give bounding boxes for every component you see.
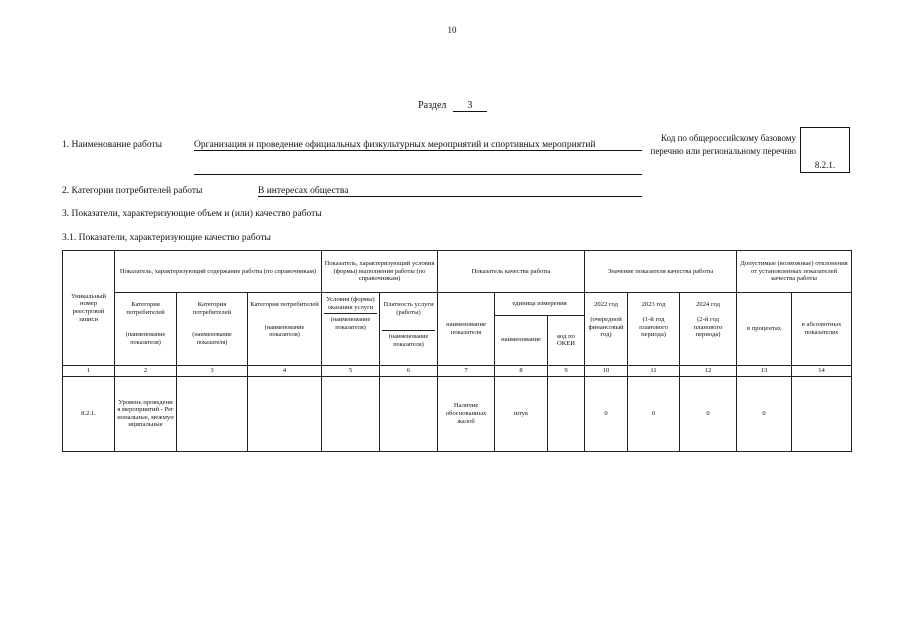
deviation-absolute-header: в абсолютных показателях — [792, 293, 852, 366]
year-2024-note: (2-й год планового периода) — [693, 316, 723, 339]
column-numbers-row — [63, 366, 852, 377]
condition-form-label: Условия (формы) оказания услуги — [324, 296, 377, 314]
okei-label: код по ОКЕИ — [557, 332, 575, 348]
row-indicator: Наличие обоснованных жалоб — [438, 376, 495, 451]
consumer-category-1 — [115, 293, 177, 366]
row-code: 8.2.1. — [63, 376, 115, 451]
table-header-row-1 — [63, 251, 852, 293]
col-number: 4 — [248, 366, 322, 377]
consumer-category-label: Категория потребителей — [192, 301, 232, 316]
work-name-line-2 — [194, 173, 642, 175]
code-value: 8.2.1. — [814, 160, 836, 170]
quality-table — [62, 250, 852, 452]
year-2022: 2022 год — [594, 301, 618, 308]
page-number: 10 — [447, 25, 457, 35]
consumer-category-2 — [177, 293, 248, 366]
table-header-row-2 — [63, 293, 852, 366]
col-number: 2 — [115, 366, 177, 377]
col-number: 3 — [177, 366, 248, 377]
col-number: 11 — [628, 366, 680, 377]
section-title — [0, 100, 905, 112]
section-label: Раздел — [418, 100, 447, 111]
consumer-category-3 — [248, 293, 322, 366]
code-box — [800, 127, 850, 173]
col-conditions-header: Показатель, характеризующий условия (формы) выполнения работы (по справочникам) — [322, 251, 438, 293]
col-deviation-header: Допустимые (возможные) отклонения от установленных показателей качества работы — [737, 251, 852, 293]
name-note: (наименование показателя) — [330, 316, 371, 331]
heading-3-1: 3.1. Показатели, характеризующие качество работы — [62, 233, 271, 243]
table-row — [63, 376, 852, 451]
col-number: 10 — [585, 366, 628, 377]
row-okei — [548, 376, 585, 451]
name-note: (наименование показателя) — [388, 333, 429, 348]
col-quality-header: Показатель качества работы — [438, 251, 585, 293]
col-number: 9 — [548, 366, 585, 377]
section-number: 3 — [453, 100, 487, 112]
name-note: (наименование показателя) — [264, 323, 305, 339]
row-empty — [177, 376, 248, 451]
indicator-name-header: наименование показателя — [438, 293, 495, 366]
row-empty — [322, 376, 380, 451]
col-number: 5 — [322, 366, 380, 377]
col-values-header: Значение показателя качества работы — [585, 251, 737, 293]
work-name-label: 1. Наименование работы — [62, 140, 163, 150]
row-empty — [248, 376, 322, 451]
year-2024: 2024 год — [696, 301, 720, 308]
condition-payment-label: Платность услуги (работы) — [382, 301, 435, 331]
row-deviation-absolute — [792, 376, 852, 451]
condition-form — [322, 293, 380, 366]
name-note: (наименование показателя) — [125, 331, 166, 346]
col-content-header: Показатель, характеризующий содержание работы (по справочникам) — [115, 251, 322, 293]
col-number: 12 — [680, 366, 737, 377]
col-number: 6 — [380, 366, 438, 377]
work-name-value: Организация и проведение официальных физкультурных мероприятий и спортивных мероприятий — [194, 140, 642, 151]
year-2022-note: (очередной финансовый год) — [588, 316, 624, 339]
unit-label: единица измерения — [495, 293, 584, 315]
row-level: Уровень проведения мероприятий - Региональные, межмуниципальные — [115, 376, 177, 451]
year-2022-header — [585, 293, 628, 366]
col-number: 1 — [63, 366, 115, 377]
year-2023: 2023 год — [641, 301, 666, 308]
row-value-2023: 0 — [628, 376, 680, 451]
col-number: 14 — [792, 366, 852, 377]
condition-payment — [380, 293, 438, 366]
name-note: (наименование показателя) — [192, 331, 232, 346]
col-number: 7 — [438, 366, 495, 377]
row-value-2024: 0 — [680, 376, 737, 451]
row-deviation-percent: 0 — [737, 376, 792, 451]
year-2023-note: (1-й год планового периода) — [639, 316, 668, 339]
col-unique-header: Уникальный номер реестровой записи — [63, 251, 115, 366]
consumers-label: 2. Категории потребителей работы — [62, 186, 203, 196]
code-label: Код по общероссийскому базовому перечню или региональному перечню — [650, 133, 796, 156]
col-number: 8 — [495, 366, 548, 377]
row-empty — [380, 376, 438, 451]
deviation-percent-header: в процентах — [737, 293, 792, 366]
consumer-category-label: Категория потребителей — [250, 301, 319, 308]
unit-header — [495, 293, 585, 366]
consumer-category-label: Категория потребителей — [126, 301, 165, 316]
year-2024-header — [680, 293, 737, 366]
year-2023-header — [628, 293, 680, 366]
heading-3: 3. Показатели, характеризующие объем и (или) качество работы — [62, 209, 322, 219]
col-number: 13 — [737, 366, 792, 377]
row-value-2022: 0 — [585, 376, 628, 451]
row-unit: штук — [495, 376, 548, 451]
consumers-value: В интересах общества — [258, 186, 642, 197]
unit-name-label: наименование — [495, 315, 548, 365]
